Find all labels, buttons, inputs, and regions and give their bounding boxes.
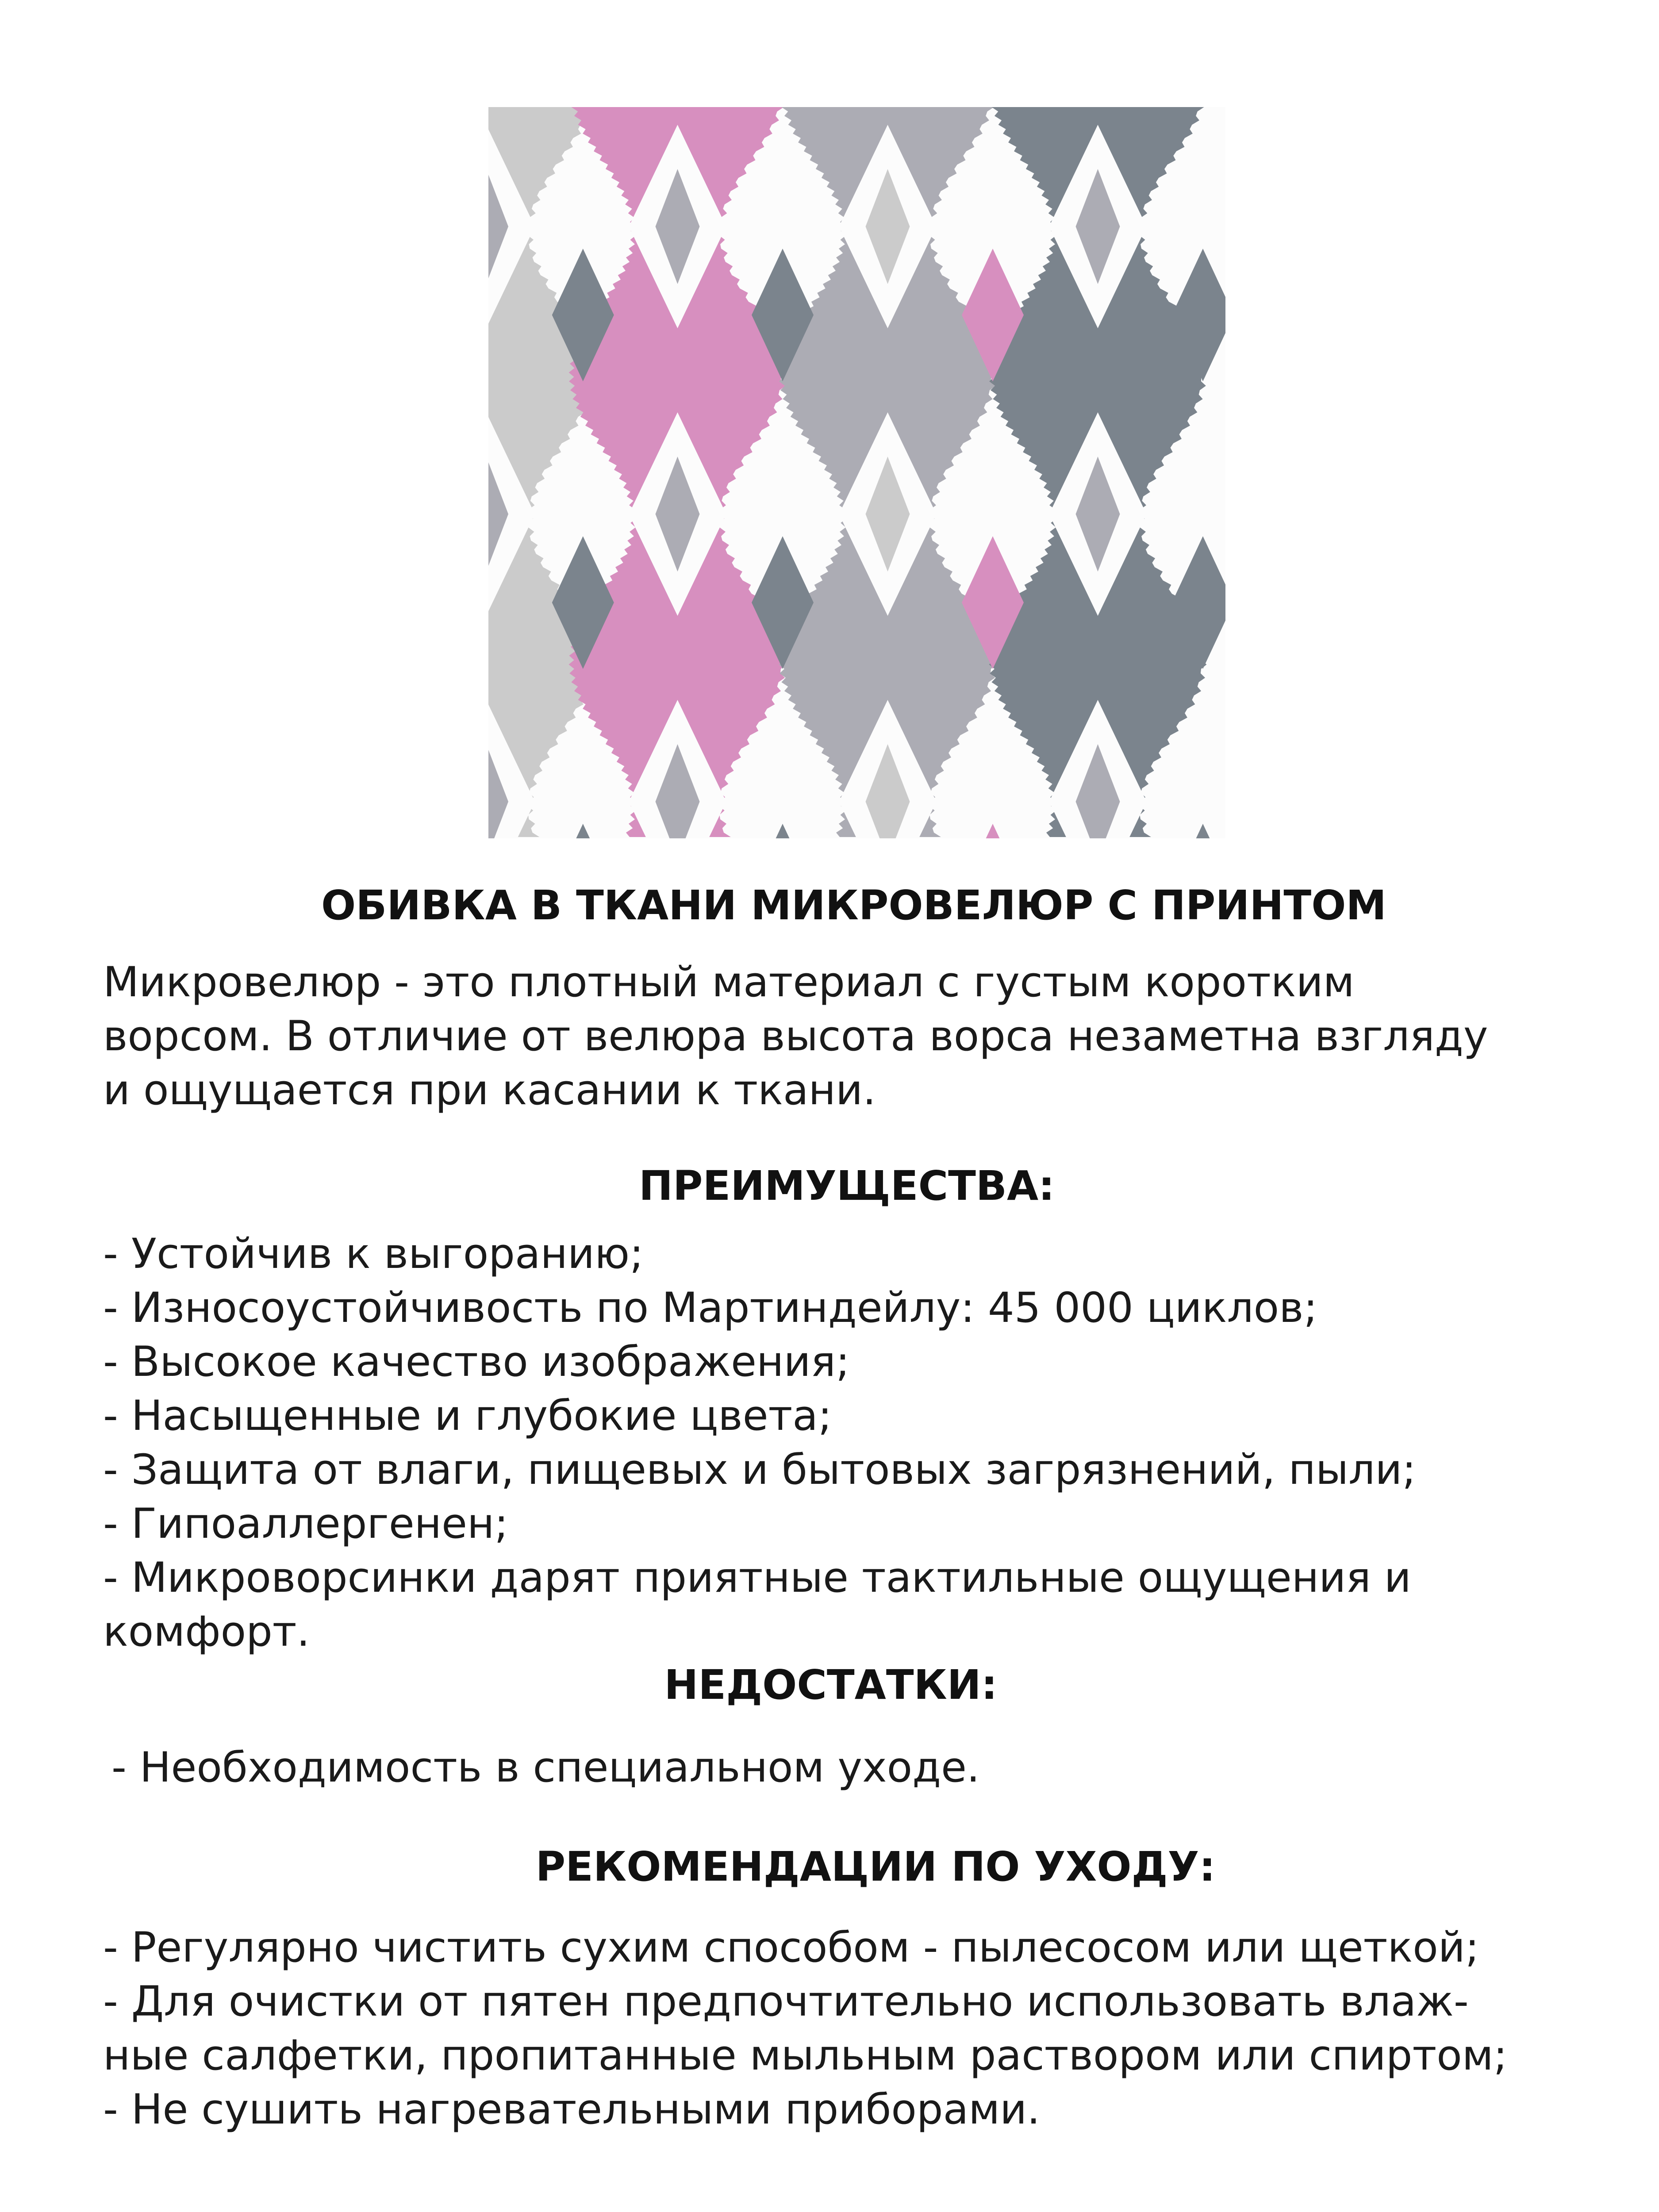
advantages-list xyxy=(103,1227,1416,1659)
disadvantages-heading: НЕДОСТАТКИ: xyxy=(664,1661,998,1709)
page-title: ОБИВКА В ТКАНИ МИКРОВЕЛЮР С ПРИНТОМ xyxy=(321,882,1386,929)
description-line: и ощущается при касании к ткани. xyxy=(103,1066,876,1114)
list-item: - Защита от влаги, пищевых и бытовых загрязнений, пыли; xyxy=(103,1446,1416,1494)
care-heading: РЕКОМЕНДАЦИИ ПО УХОДУ: xyxy=(535,1843,1216,1890)
description xyxy=(103,956,1488,1118)
list-item: - Гипоаллергенен; xyxy=(103,1500,509,1548)
disadvantages-list xyxy=(111,1741,980,1795)
list-item: - Насыщенные и глубокие цвета; xyxy=(103,1392,832,1440)
list-item: комфорт. xyxy=(103,1608,310,1656)
advantages-heading: ПРЕИМУЩЕСТВА: xyxy=(639,1162,1055,1210)
list-item: - Высокое качество изображения; xyxy=(103,1338,850,1386)
list-item: - Необходимость в специальном уходе. xyxy=(111,1743,980,1792)
description-line: ворсом. В отличие от велюра высота ворса незаметна взгляду xyxy=(103,1012,1488,1060)
list-item: - Микроворсинки дарят приятные тактильные ощущения и xyxy=(103,1554,1411,1602)
list-item: - Не сушить нагревательными приборами. xyxy=(103,2085,1041,2134)
description-line: Микровелюр - это плотный материал с густым коротким xyxy=(103,958,1355,1006)
list-item: - Устойчив к выгоранию; xyxy=(103,1230,644,1278)
fabric-pattern-image xyxy=(488,107,1225,838)
list-item: - Для очистки от пятен предпочтительно использовать влаж- xyxy=(103,1978,1469,2026)
list-item: ные салфетки, пропитанные мыльным раствором или спиртом; xyxy=(103,2032,1508,2080)
list-item: - Регулярно чистить сухим способом - пылесосом или щеткой; xyxy=(103,1924,1479,1972)
care-list xyxy=(103,1921,1507,2137)
list-item: - Износоустойчивость по Мартиндейлу: 45 000 циклов; xyxy=(103,1284,1318,1332)
